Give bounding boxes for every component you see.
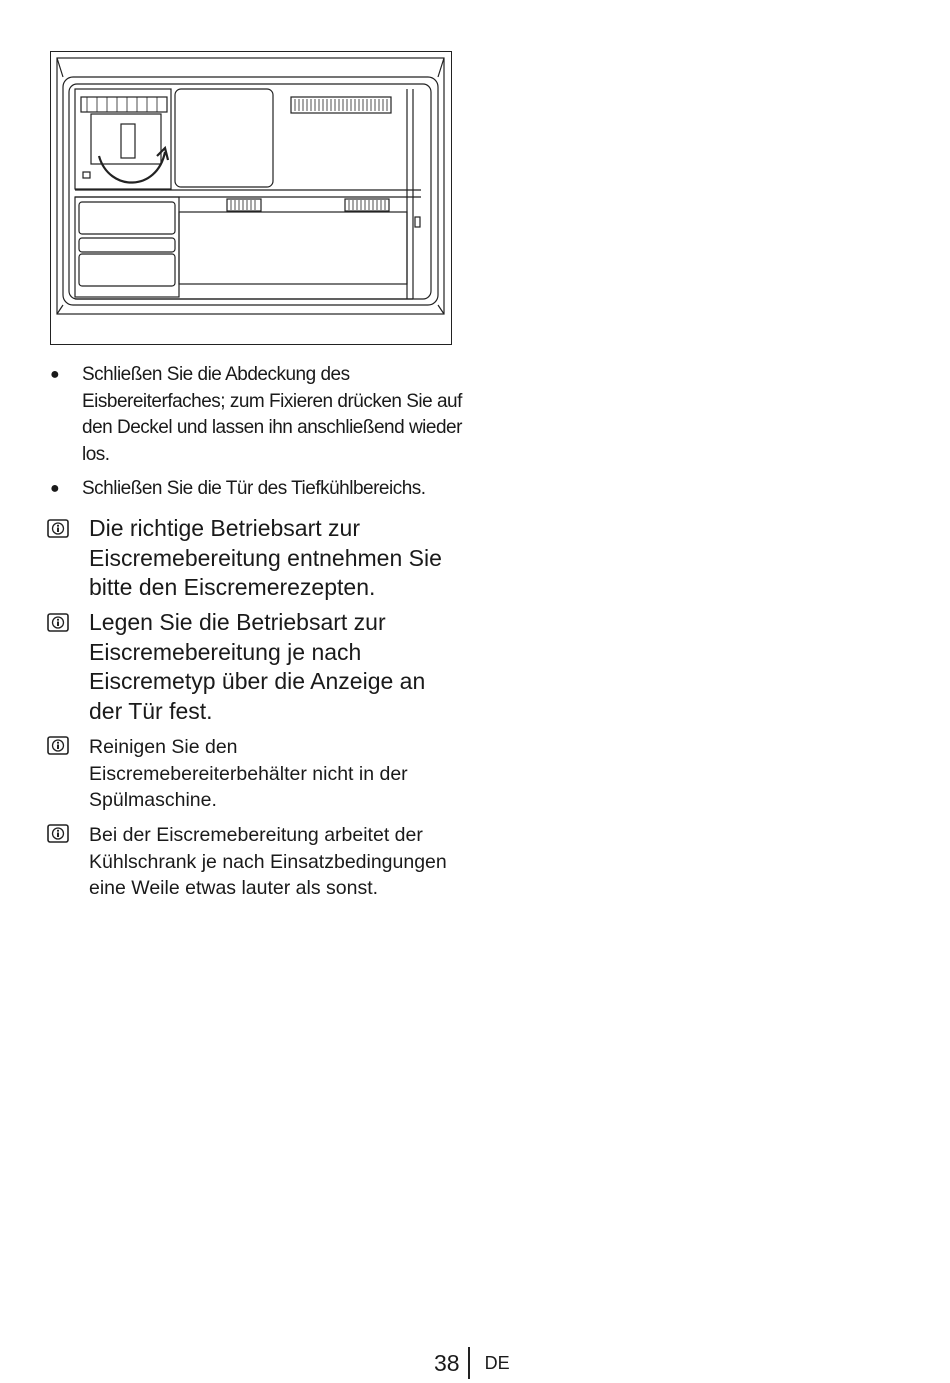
note-text: Die richtige Betriebsart zur Eiscremebereitung entnehmen Sie bitte den Eiscremerezepten. <box>89 515 442 600</box>
freezer-drawing <box>51 52 450 343</box>
info-icon <box>47 519 69 538</box>
instruction-list <box>50 362 470 511</box>
bullet-text: Schließen Sie die Tür des Tiefkühlbereichs. <box>82 478 426 499</box>
info-icon <box>47 824 69 843</box>
note-item <box>47 514 457 603</box>
note-text: Reinigen Sie den Eiscremebereiterbehälter nicht in der Spülmaschine. <box>89 736 408 811</box>
info-icon <box>47 613 69 632</box>
list-item <box>50 362 470 468</box>
list-item <box>50 476 470 503</box>
info-icon <box>47 736 69 755</box>
note-item <box>47 734 457 814</box>
freezer-illustration <box>50 51 452 345</box>
bullet-icon: ● <box>50 366 60 383</box>
page-number: 38 <box>434 1349 460 1376</box>
footer-divider <box>468 1347 470 1379</box>
page-footer <box>434 1346 510 1380</box>
note-text: Bei der Eiscremebereitung arbeitet der Kühlschrank je nach Einsatzbedingungen eine Weile etwas lauter als sonst. <box>89 824 447 899</box>
note-item <box>47 608 457 726</box>
note-text: Legen Sie die Betriebsart zur Eiscremebereitung je nach Eiscremetyp über die Anzeige an der Tür fest. <box>89 609 426 724</box>
bullet-icon: ● <box>50 480 60 497</box>
language-code: DE <box>484 1352 510 1373</box>
bullet-text: Schließen Sie die Abdeckung des Eisbereiterfaches; zum Fixieren drücken Sie auf den Deckel und lassen ihn anschließend wieder los. <box>82 364 462 465</box>
note-item <box>47 822 457 902</box>
